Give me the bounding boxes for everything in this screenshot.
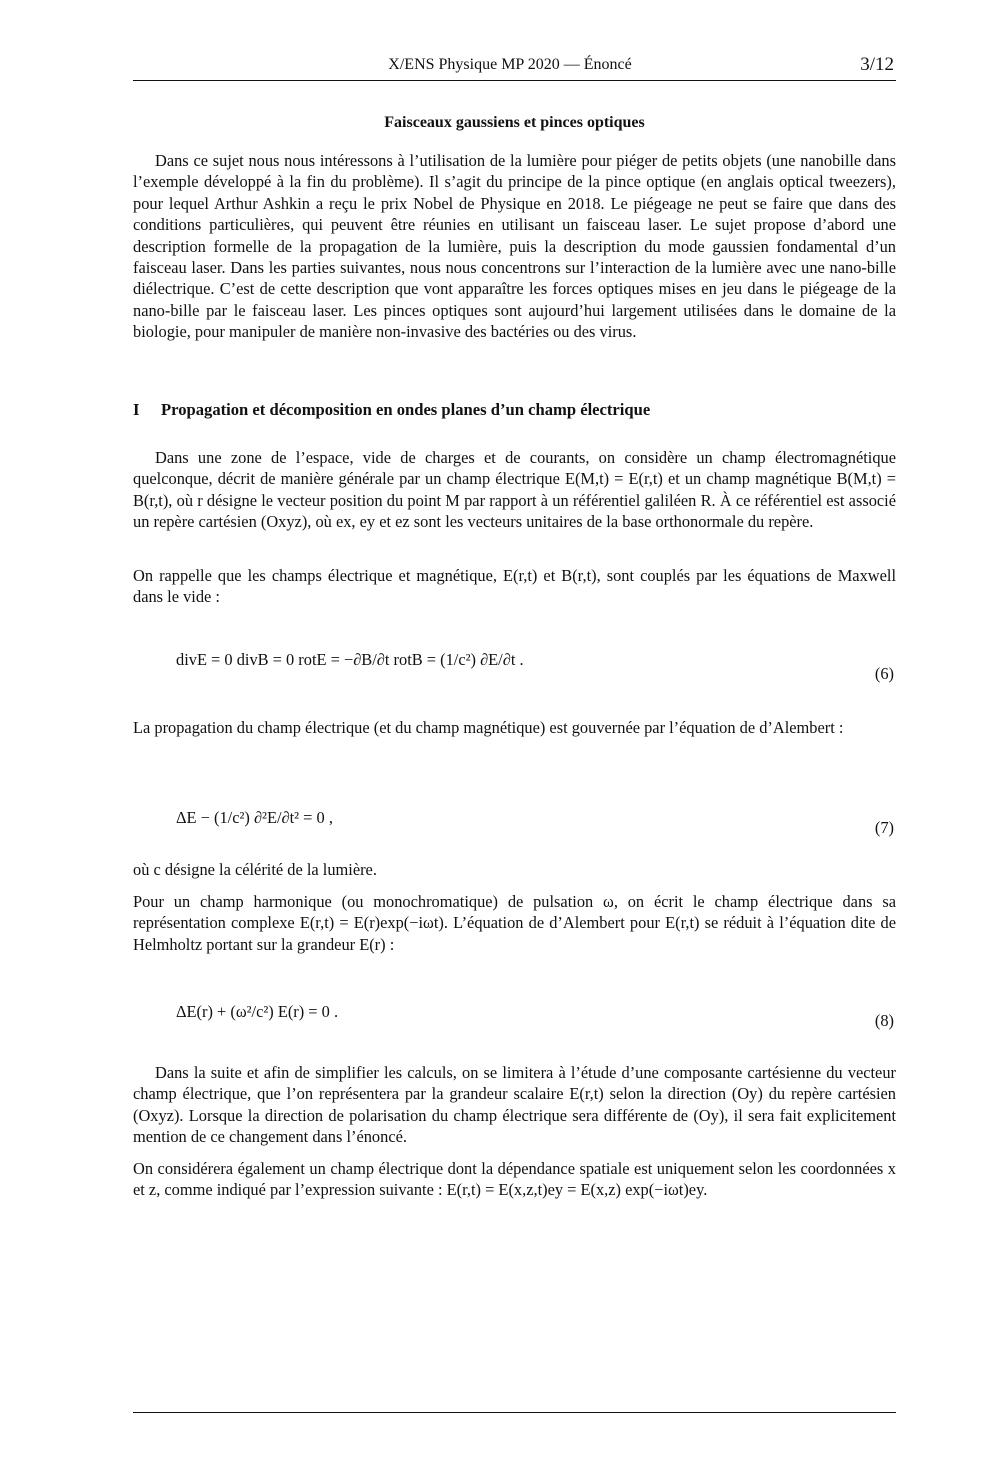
equation-8-number: (8) <box>874 1011 894 1030</box>
paragraph-maxwell-intro: On rappelle que les champs électrique et magnétique, E(r,t) et B(r,t), sont couplés par les équations de Maxwell dans le vide : <box>133 566 896 607</box>
header-rule <box>133 80 896 81</box>
equation-6-text: divE = 0 divB = 0 rotE = −∂B/∂t rotB = (1/c²) ∂E/∂t . <box>176 650 524 669</box>
footer-rule <box>133 1412 896 1413</box>
page-number: 3/12 <box>860 54 894 75</box>
equation-7-text: ΔE − (1/c²) ∂²E/∂t² = 0 , <box>176 808 333 827</box>
document-title: Faisceaux gaussiens et pinces optiques <box>384 114 645 131</box>
paragraph-dalembert-intro: La propagation du champ électrique (et du champ magnétique) est gouvernée par l’équation de d’Alembert : <box>133 718 844 737</box>
equation-8-text: ΔE(r) + (ω²/c²) E(r) = 0 . <box>176 1002 339 1021</box>
equation-6-number: (6) <box>874 664 894 683</box>
equation-6 <box>176 650 524 670</box>
section-title: Propagation et décomposition en ondes planes d’un champ électrique <box>161 400 651 419</box>
section-heading <box>133 400 896 420</box>
intro-paragraph: Dans ce sujet nous nous intéressons à l’utilisation de la lumière pour piéger de petits objets (une nanobille dans l’exemple développé à la fin du problème). Il s’agit du principe de la pince optique (en anglais optical tweezers), pour lequel Arthur Ashkin a reçu le prix Nobel de Physique en 2018. Le piégeage ne peut se faire que dans des conditions particulières, qui peuvent être réunies en utilisant un faisceau laser. Le sujet propose d’abord une description formelle de la propagation de la lumière, puis la description du mode gaussien fondamental d’un faisceau laser. Dans les parties suivantes, nous nous concentrons sur l’interaction de la lumière avec une nano-bille diélectrique. C’est de cette description que vont apparaître les forces optiques mises en jeu dans le piégeage de la nano-bille par le faisceau laser. Les pinces optiques sont aujourd’hui largement utilisées dans le domaine de la biologie, pour manipuler de manière non-invasive des bactéries ou des virus. <box>133 151 896 342</box>
section-number: I <box>133 400 140 419</box>
running-header-title: X/ENS Physique MP 2020 — Énoncé <box>388 56 632 73</box>
paragraph-light-speed: où c désigne la célérité de la lumière. <box>133 860 377 879</box>
equation-8 <box>176 1002 338 1022</box>
paragraph-spatial-dependence: On considérera également un champ électrique dont la dépendance spatiale est uniquement selon les coordonnées x et z, comme indiqué par l’expression suivante : E(r,t) = E(x,z,t)ey = E(x,z) exp(−iωt)ey. <box>133 1159 896 1200</box>
paragraph-helmholtz-intro: Pour un champ harmonique (ou monochromatique) de pulsation ω, on écrit le champ électrique dans sa représentation complexe E(r,t) = E(r)exp(−iωt). L’équation de d’Alembert pour E(r,t) se réduit à l’équation dite de Helmholtz portant sur la grandeur E(r) : <box>133 892 896 954</box>
paragraph-field-definition: Dans une zone de l’espace, vide de charges et de courants, on considère un champ électromagnétique quelconque, décrit de manière générale par un champ électrique E(M,t) = E(r,t) et un champ magnétique B(M,t) = B(r,t), où r désigne le vecteur position du point M par rapport à un référentiel galiléen R. À ce référentiel est associé un repère cartésien (Oxyz), où ex, ey et ez sont les vecteurs unitaires de la base orthonormale du repère. <box>133 448 896 532</box>
equation-7-number: (7) <box>874 818 894 837</box>
equation-7 <box>176 808 333 828</box>
paragraph-scalar-simplification: Dans la suite et afin de simplifier les calculs, on se limitera à l’étude d’une composante cartésienne du vecteur champ électrique, que l’on représentera par la grandeur scalaire E(r,t) selon la direction (Oy) du repère cartésien (Oxyz). Lorsque la direction de polarisation du champ électrique sera différente de (Oy), il sera fait explicitement mention de ce changement dans l’énoncé. <box>133 1063 896 1147</box>
